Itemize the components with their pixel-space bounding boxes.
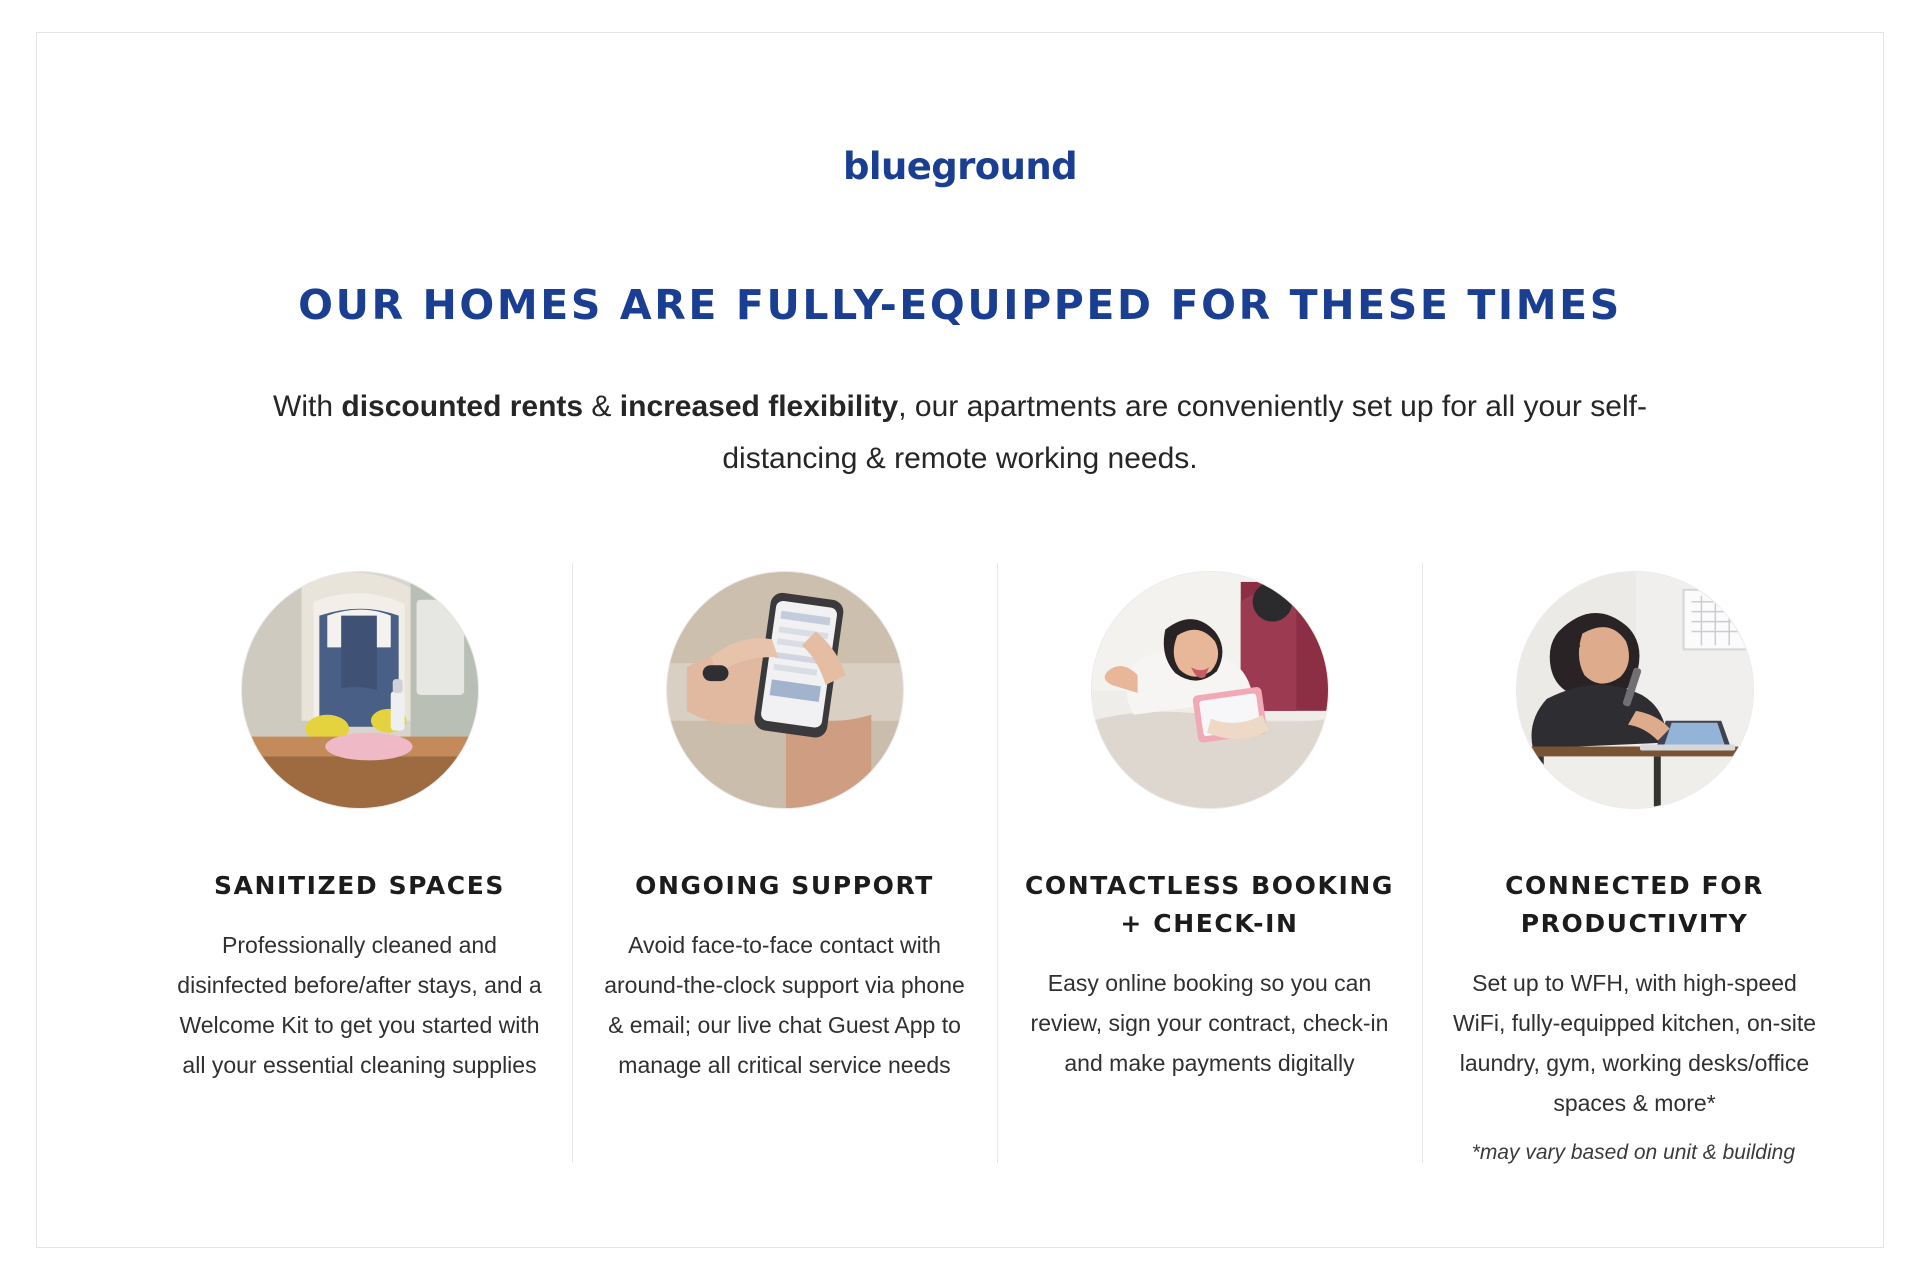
subheading-text-3: , our apartments are conveniently set up for all your self-distancing & remote working needs. (722, 390, 1647, 475)
feature-card-title: CONNECTED FOR PRODUCTIVITY (1505, 871, 1764, 938)
feature-card-contactless-booking (997, 571, 1422, 1083)
feature-card-body: Professionally cleaned and disinfected before/after stays, and a Welcome Kit to get you started with all your essential cleaning supplies (177, 932, 542, 1078)
feature-card-sanitized-spaces (147, 571, 572, 1085)
feature-card-title: CONTACTLESS BOOKING + CHECK-IN (1024, 871, 1395, 938)
subheading-bold-2: increased flexibility (619, 390, 899, 423)
feature-card-body: Set up to WFH, with high-speed WiFi, fully-equipped kitchen, on-site laundry, gym, working desks/office spaces & more* (1452, 970, 1817, 1116)
feature-card-body: Avoid face-to-face contact with around-the-clock support via phone & email; our live chat Guest App to manage all critical service needs (604, 932, 965, 1078)
photo-hands-holding-smartphone (666, 571, 904, 809)
brand-logo: blueground (843, 145, 1077, 188)
photo-woman-on-bed-with-tablet (1091, 571, 1329, 809)
feature-card-body: Easy online booking so you can review, sign your contract, check-in and make payments digitally (1030, 970, 1389, 1076)
photo-person-cleaning-counter-with-gloves (241, 571, 479, 809)
subheading-bold-1: discounted rents (341, 390, 584, 423)
subheading-text-2: & (583, 390, 620, 423)
feature-card-title: ONGOING SUPPORT (635, 871, 934, 900)
photo-man-at-desk-with-laptop (1516, 571, 1754, 809)
feature-card-title: SANITIZED SPACES (213, 871, 505, 900)
feature-card-connected-productivity (1422, 571, 1847, 1123)
feature-card-ongoing-support (572, 571, 997, 1085)
footnote: *may vary based on unit & building (1471, 1141, 1795, 1164)
subheading (260, 381, 1660, 485)
page-title: OUR HOMES ARE FULLY-EQUIPPED FOR THESE TIMES (298, 281, 1622, 329)
subheading-text-1: With (273, 390, 342, 423)
feature-card-list (147, 571, 1847, 1123)
poster-frame (36, 32, 1884, 1248)
